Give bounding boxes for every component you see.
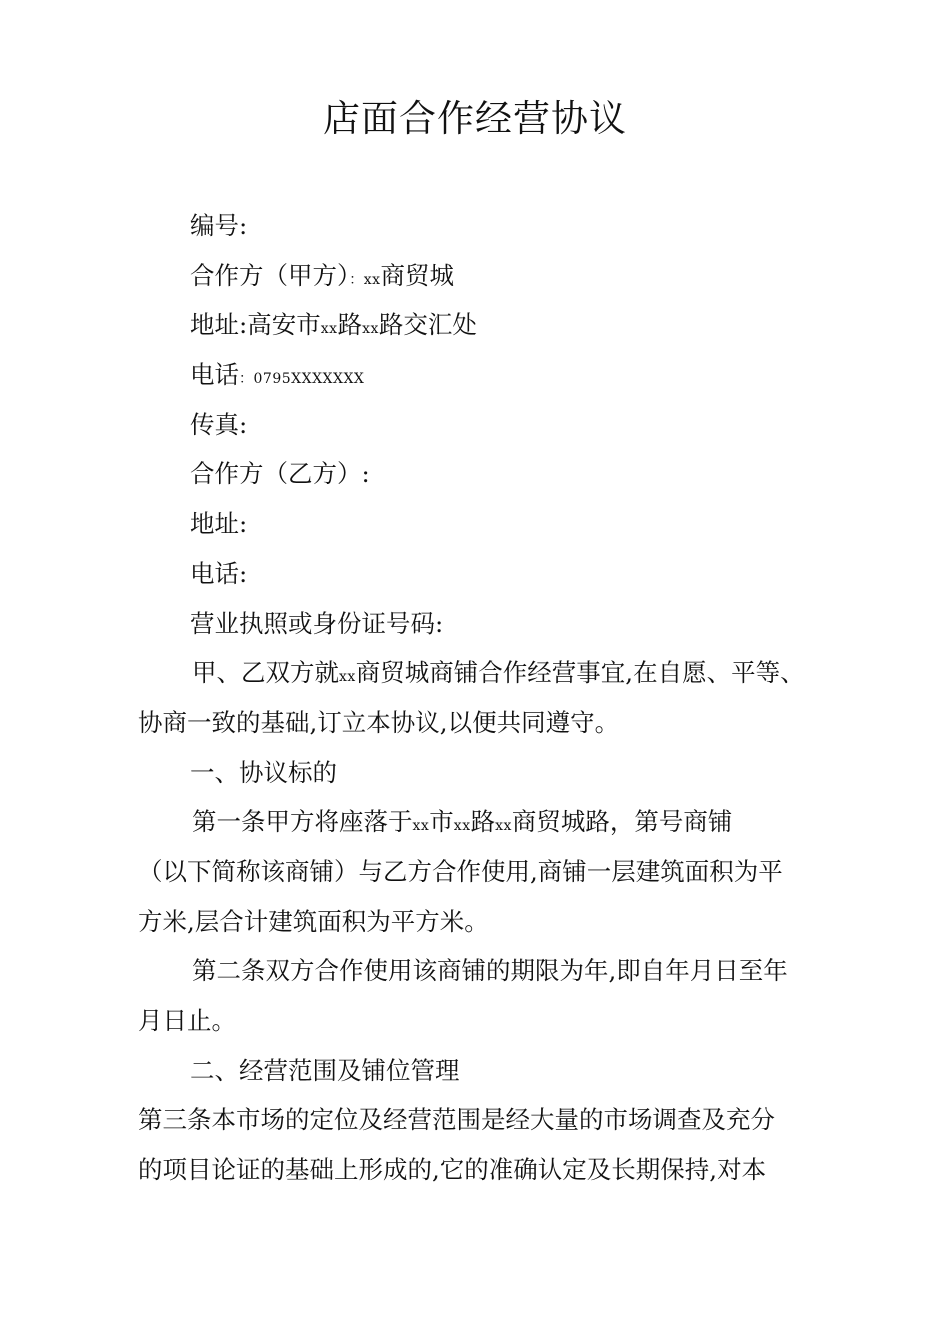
field-address-value: 路交汇处 bbox=[378, 310, 477, 340]
article1-a: 第一条甲方将座落于 bbox=[192, 807, 413, 837]
field-party-a-phone bbox=[138, 350, 838, 400]
field-phone-sep: ： bbox=[239, 371, 254, 388]
field-party-b bbox=[138, 449, 838, 499]
field-party-b-phone bbox=[138, 549, 838, 599]
field-number bbox=[138, 201, 838, 251]
article2-line-1 bbox=[138, 946, 838, 996]
field-party-a-sep: ： bbox=[349, 271, 364, 288]
field-party-a-prefix: xx bbox=[363, 271, 381, 288]
field-fax bbox=[138, 400, 838, 450]
section1-heading-text: 一、协议标的 bbox=[190, 757, 337, 787]
field-party-a-value: 商贸城 bbox=[380, 260, 455, 290]
article1-line-1 bbox=[138, 797, 838, 847]
document-title: 店面合作经营协议 bbox=[323, 97, 627, 140]
document-body bbox=[138, 201, 838, 1195]
field-license-id-label: 营业执照或身份证号码: bbox=[190, 608, 444, 638]
field-party-a bbox=[138, 251, 838, 301]
intro-line-2-text: 协商一致的基础,订立本协议,以便共同遵守。 bbox=[138, 707, 620, 737]
field-address-xx1: xx bbox=[320, 321, 338, 338]
article1-b: 市 bbox=[429, 807, 454, 837]
field-party-b-address-label: 地址: bbox=[190, 509, 248, 539]
field-party-b-phone-label: 电话: bbox=[190, 558, 248, 588]
field-party-b-address bbox=[138, 499, 838, 549]
field-license-id bbox=[138, 599, 838, 649]
intro-line-1 bbox=[138, 648, 838, 698]
intro-xx: xx bbox=[339, 669, 356, 686]
article2-line-2-text: 月日止。 bbox=[138, 1006, 236, 1035]
field-phone-value: 0795XXXXXXX bbox=[253, 371, 365, 388]
section1-heading bbox=[138, 748, 838, 798]
article1-xx2: xx bbox=[453, 818, 471, 835]
section2-heading-text: 二、经营范围及铺位管理 bbox=[190, 1055, 460, 1085]
article1-line-3-text: 方米,层合计建筑面积为平方米。 bbox=[138, 906, 489, 936]
intro-part2: 商贸城商铺合作经营事宜,在自愿、平等、 bbox=[355, 658, 805, 688]
field-party-b-label: 合作方（乙方）: bbox=[190, 459, 370, 489]
article2-line-2 bbox=[138, 996, 838, 1046]
article1-xx1: xx bbox=[412, 818, 430, 835]
article1-line-2 bbox=[138, 847, 838, 897]
article1-line-3 bbox=[138, 897, 838, 947]
field-address-mid: 路 bbox=[337, 310, 363, 340]
article1-xx3: xx bbox=[495, 818, 512, 835]
article2-line-1-text: 第二条双方合作使用该商铺的期限为年,即自年月日至年 bbox=[192, 956, 788, 986]
article3-line-2-text: 的项目论证的基础上形成的,它的准确认定及长期保持,对本 bbox=[138, 1155, 767, 1185]
intro-part1: 甲、乙双方就 bbox=[192, 658, 339, 688]
article3-line-1-text: 第三条本市场的定位及经营范围是经大量的市场调查及充分 bbox=[138, 1105, 775, 1135]
field-party-a-label: 合作方（甲方） bbox=[190, 260, 350, 290]
article1-d: 商贸城路，第号商铺 bbox=[511, 807, 733, 837]
field-address-xx2: xx bbox=[362, 321, 379, 338]
intro-line-2 bbox=[138, 698, 838, 748]
article3-line-1 bbox=[138, 1095, 838, 1145]
article1-line-2-text: （以下简称该商铺）与乙方合作使用,商铺一层建筑面积为平 bbox=[138, 856, 783, 886]
field-party-a-address bbox=[138, 300, 838, 350]
article1-c: 路 bbox=[470, 807, 496, 837]
section2-heading bbox=[138, 1046, 838, 1096]
field-address-label: 地址:高安市 bbox=[190, 310, 321, 340]
field-fax-label: 传真: bbox=[190, 409, 248, 439]
article3-line-2 bbox=[138, 1145, 838, 1195]
field-number-label: 编号: bbox=[190, 211, 248, 240]
field-phone-label: 电话 bbox=[190, 360, 239, 390]
